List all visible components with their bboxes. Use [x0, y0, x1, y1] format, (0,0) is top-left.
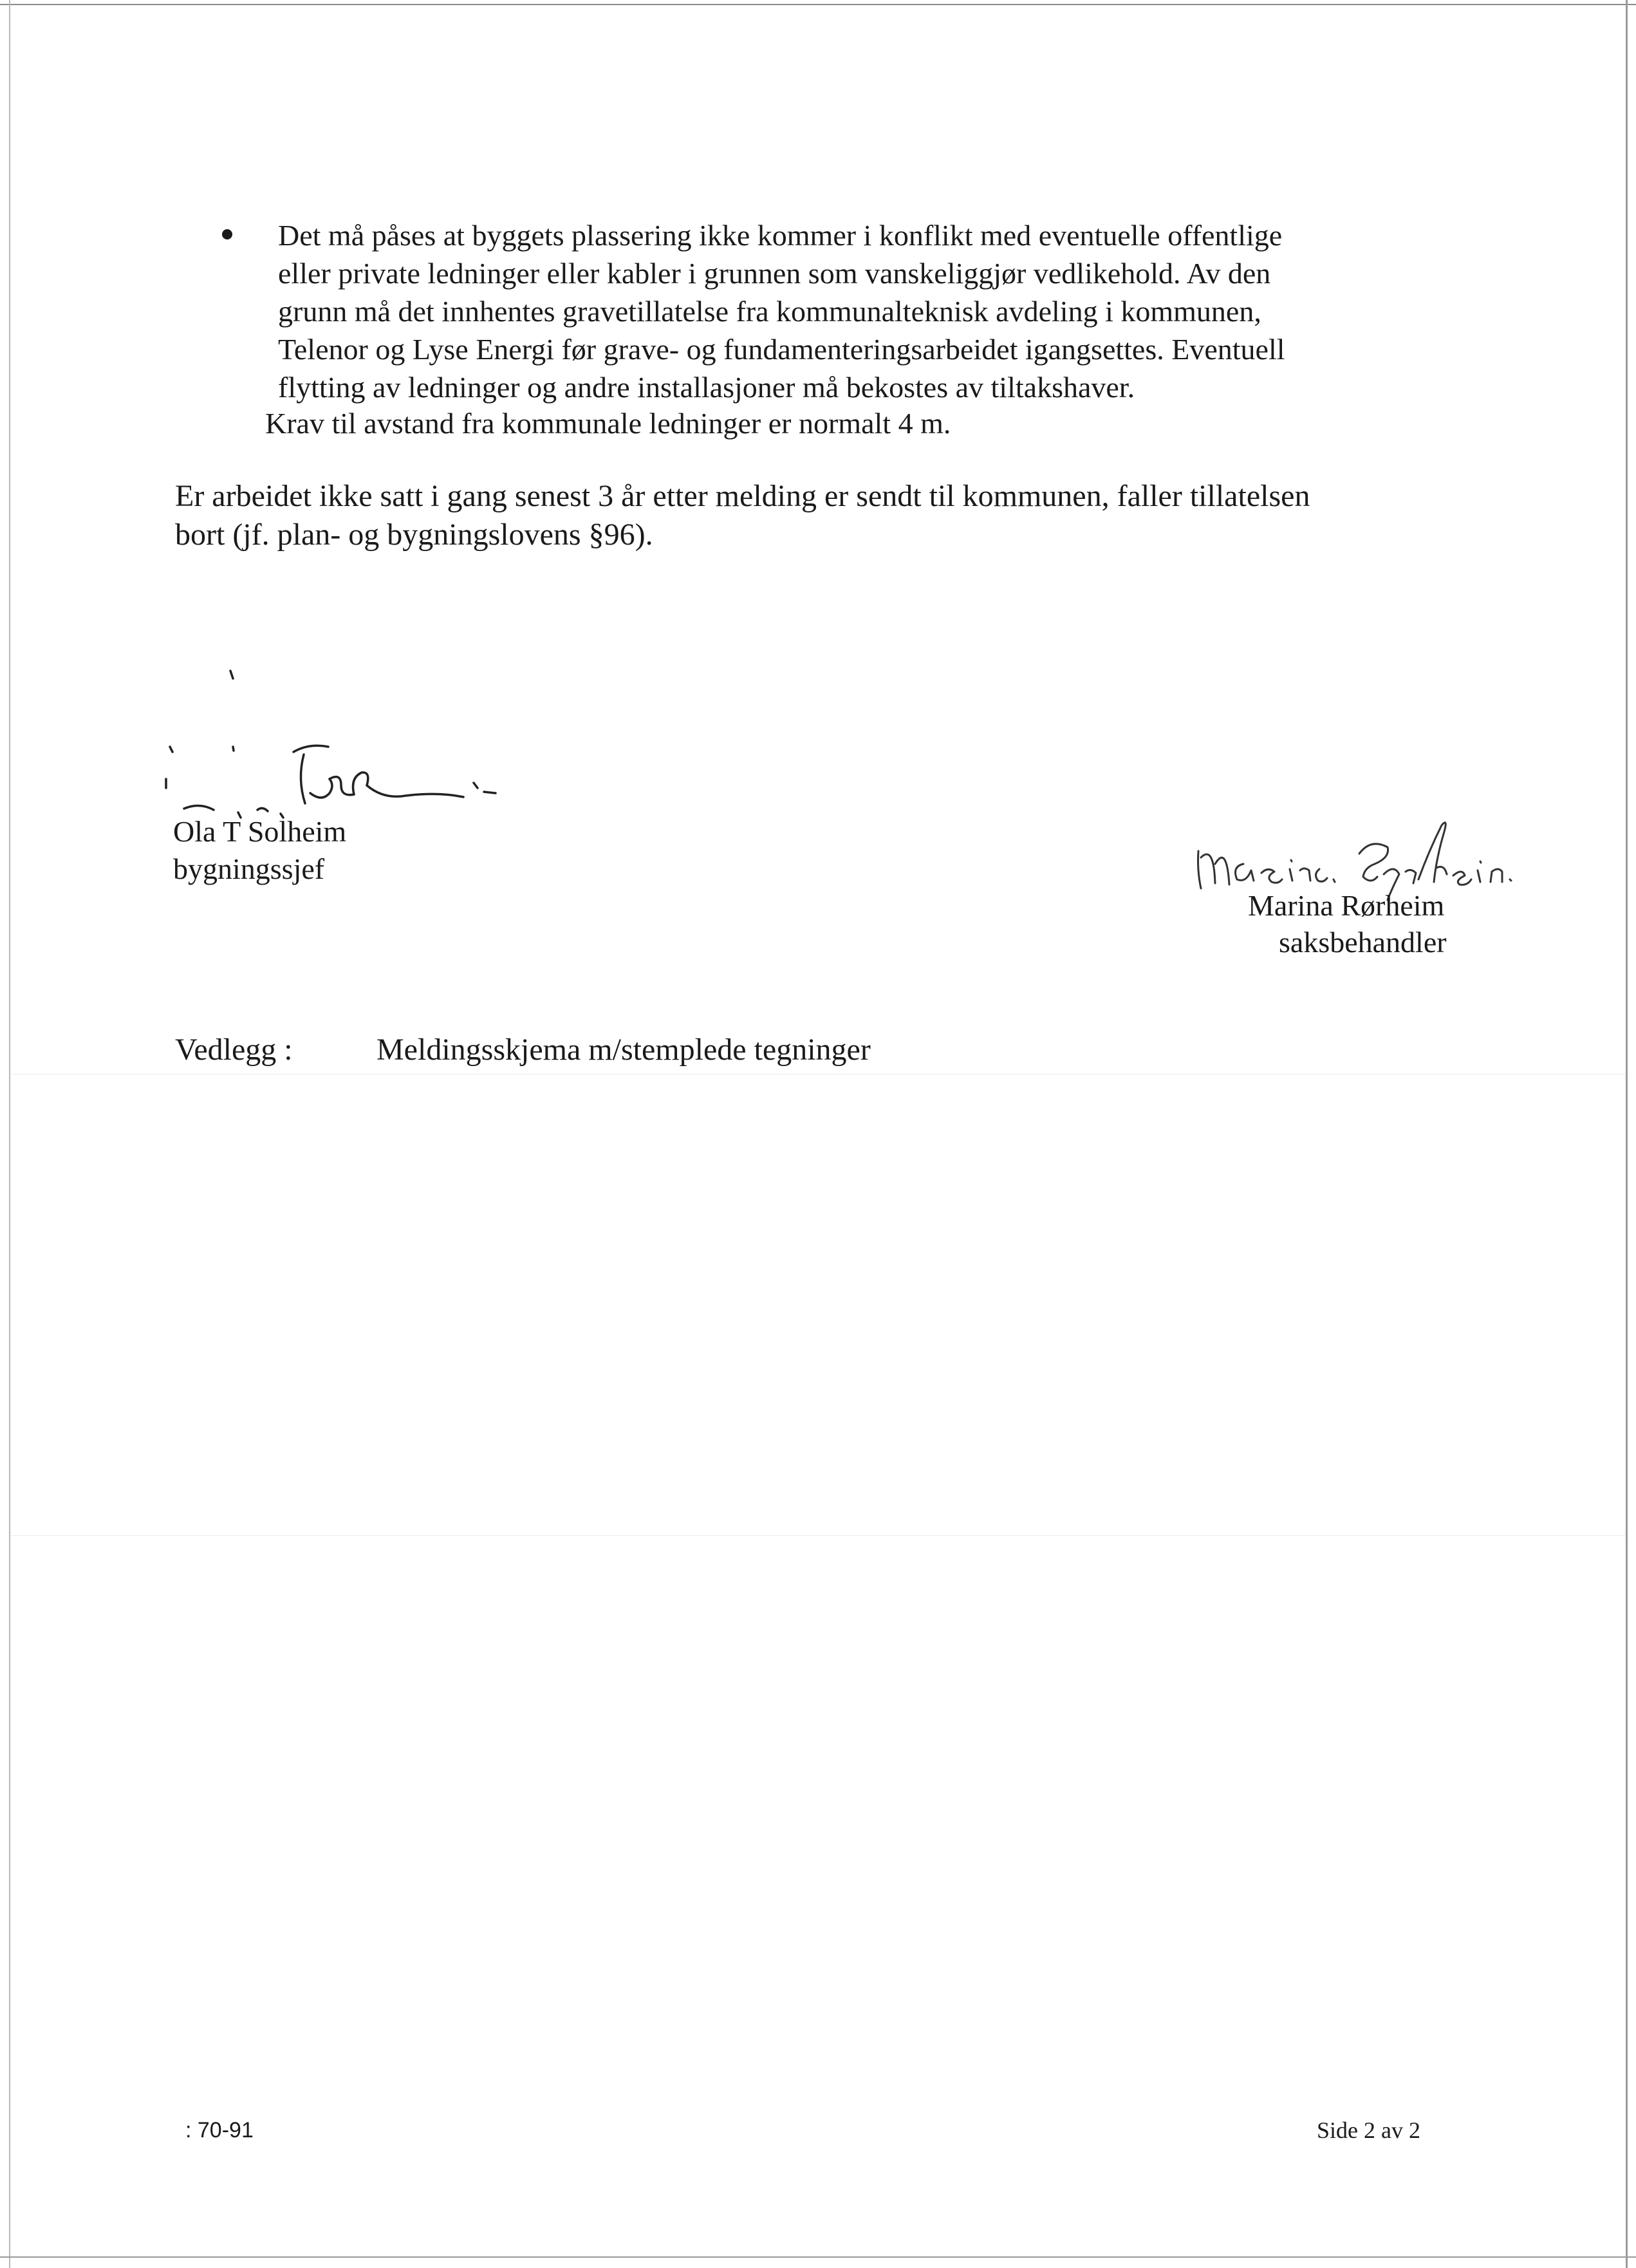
attachment-value: Meldingsskjema m/stemplede tegninger: [376, 1033, 871, 1067]
signature-left-icon: [161, 657, 528, 837]
bullet-dot-icon: [222, 229, 232, 239]
paragraph-line: Er arbeidet ikke satt i gang senest 3 år etter melding er sendt til kommunen, faller tillatelsen: [175, 479, 1310, 513]
signatory-left-name: Ola T Solheim: [173, 815, 347, 848]
bullet-line: grunn må det innhentes gravetillatelse fra kommunalteknisk avdeling i kommunen,: [278, 295, 1261, 328]
scan-edge-left: [9, 0, 10, 2268]
signatory-left-title: bygningssjef: [173, 852, 325, 885]
scan-edge-right: [1626, 0, 1628, 2268]
bullet-line: Telenor og Lyse Energi før grave- og fundamenteringsarbeidet igangsettes. Eventuell: [278, 333, 1285, 366]
bullet-line: Det må påses at byggets plassering ikke kommer i konflikt med eventuelle offentlige: [278, 219, 1283, 252]
bullet-paragraph: [278, 216, 1488, 406]
paragraph-line: bort (jf. plan- og bygningslovens §96).: [175, 518, 653, 552]
bullet-line: eller private ledninger eller kabler i grunnen som vanskeliggjør vedlikehold. Av den: [278, 257, 1271, 290]
deadline-paragraph: [175, 477, 1462, 554]
document-code: : 70-91: [185, 2118, 254, 2142]
scan-edge-top: [0, 4, 1636, 5]
attachment-label: Vedlegg :: [175, 1033, 293, 1067]
signatory-right-title: saksbehandler: [1279, 926, 1447, 959]
signatory-right-name: Marina Rørheim: [1248, 889, 1445, 922]
page-number: Side 2 av 2: [1317, 2117, 1420, 2143]
scan-edge-bottom: [0, 2256, 1636, 2258]
scan-fold-line: [10, 1535, 1626, 1536]
distance-requirement: Krav til avstand fra kommunale ledninger er normalt 4 m.: [265, 407, 951, 440]
bullet-line: flytting av ledninger og andre installasjoner må bekostes av tiltakshaver.: [278, 371, 1135, 404]
